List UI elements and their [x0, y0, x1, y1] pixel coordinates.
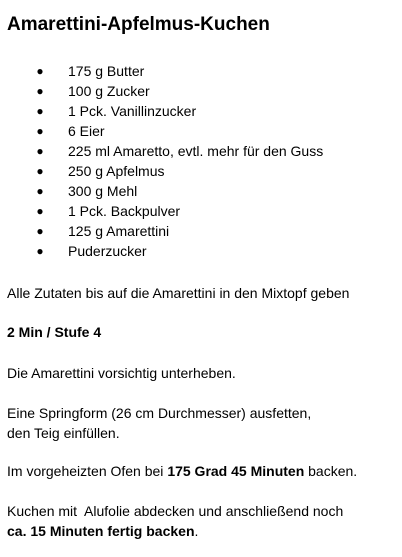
bullet-icon: ●	[36, 144, 44, 158]
step-speed-text: 2 Min / Stufe 4	[7, 324, 102, 340]
ingredient-text: 100 g Zucker	[68, 83, 150, 99]
step-bake	[7, 461, 357, 481]
ingredient-text: 250 g Apfelmus	[68, 163, 165, 179]
ingredient-text: 6 Eier	[68, 123, 105, 139]
ingredient-text: 300 g Mehl	[68, 183, 138, 199]
ingredient-text: 1 Pck. Backpulver	[68, 203, 181, 219]
step-mix	[7, 283, 349, 303]
bullet-icon: ●	[36, 124, 44, 138]
step-bake-post: backen.	[304, 463, 358, 479]
step-finish-post: .	[194, 523, 199, 539]
step-mix-text: Alle Zutaten bis auf die Amarettini in den Mixtopf geben	[7, 285, 350, 301]
bullet-icon: ●	[36, 224, 44, 238]
ingredient-text: 175 g Butter	[68, 63, 145, 79]
bullet-icon: ●	[36, 244, 44, 258]
step-finish-time: ca. 15 Minuten fertig backen	[7, 523, 195, 539]
step-pan	[7, 403, 311, 443]
bullet-icon: ●	[36, 184, 44, 198]
step-finish-line-1: Kuchen mit Alufolie abdecken und anschließend noch	[7, 503, 344, 519]
step-bake-time: 175 Grad 45 Minuten	[167, 463, 305, 479]
step-finish	[7, 501, 343, 541]
bullet-icon: ●	[36, 204, 44, 218]
ingredient-text: 225 ml Amaretto, evtl. mehr für den Guss	[68, 143, 324, 159]
step-fold	[7, 363, 236, 383]
bullet-icon: ●	[36, 104, 44, 118]
step-pan-line-2: den Teig einfüllen.	[7, 425, 120, 441]
step-speed	[7, 322, 101, 342]
step-fold-text: Die Amarettini vorsichtig unterheben.	[7, 365, 236, 381]
bullet-icon: ●	[36, 84, 44, 98]
bullet-icon: ●	[36, 64, 44, 78]
ingredient-text: Puderzucker	[68, 243, 147, 259]
ingredient-text: 125 g Amarettini	[68, 223, 170, 239]
recipe-title: Amarettini-Apfelmus-Kuchen	[7, 14, 270, 35]
step-pan-line-1: Eine Springform (26 cm Durchmesser) ausfetten,	[7, 405, 312, 421]
step-bake-pre: Im vorgeheizten Ofen bei	[7, 463, 168, 479]
ingredient-text: 1 Pck. Vanillinzucker	[68, 103, 197, 119]
bullet-icon: ●	[36, 164, 44, 178]
